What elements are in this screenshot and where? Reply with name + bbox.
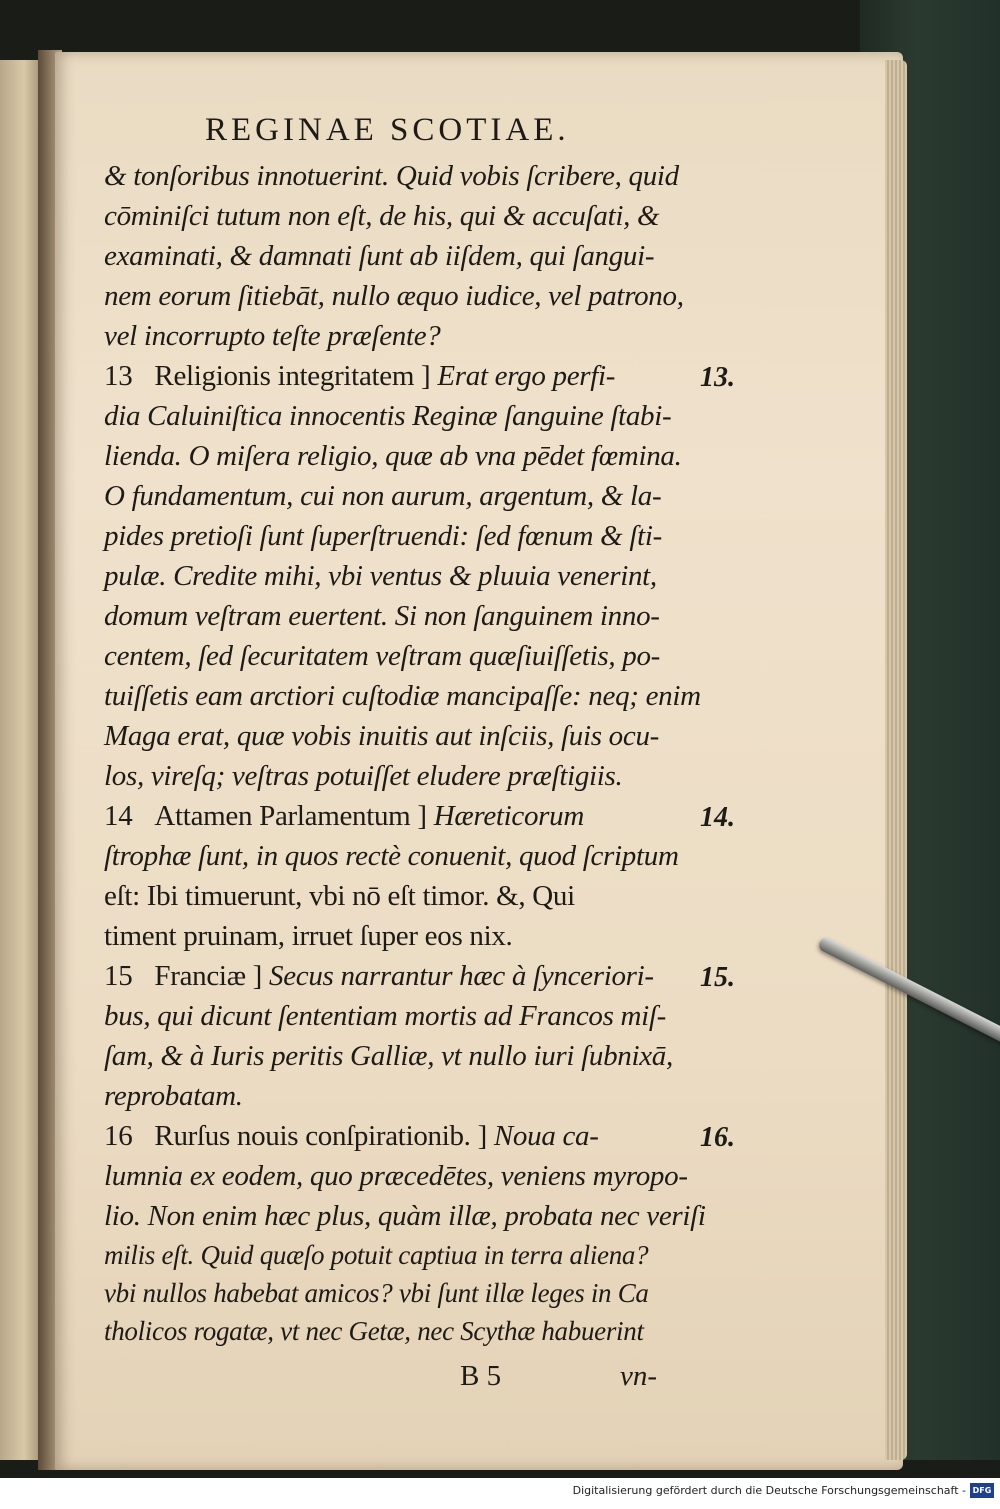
text-line: examinati, & damnati ſunt ab iiſdem, qui ſangui- <box>104 240 655 272</box>
catchword: vn- <box>620 1360 658 1392</box>
marginal-number: 13. <box>700 362 735 393</box>
text-line: dia Caluiniſtica innocentis Reginæ ſanguine ſtabi- <box>104 400 672 432</box>
text-line: & tonſoribus innotuerint. Quid vobis ſcribere, quid <box>104 160 679 192</box>
note-text: Hæreticorum <box>433 800 584 832</box>
text-line: vel incorrupto teſte præſente? <box>104 320 441 352</box>
text-line: nem eorum ſitiebāt, nullo æquo iudice, vel patrono, <box>104 280 684 312</box>
note-number: 14 <box>104 800 133 832</box>
note-text: Secus narrantur hæc à ſynceriori- <box>269 960 654 992</box>
note-14-first-line <box>104 800 584 833</box>
note-16-first-line <box>104 1120 599 1153</box>
text-line: lienda. O miſera religio, quæ ab vna pēdet fœmina. <box>104 440 682 472</box>
text-line: Maga erat, quæ vobis inuitis aut inſciis, ſuis ocu- <box>104 720 660 752</box>
running-head: REGINAE SCOTIAE. <box>205 112 570 148</box>
text-line: pides pretioſi ſunt ſuperſtruendi: ſed fœnum & ſti- <box>104 520 662 552</box>
note-13-first-line <box>104 360 615 393</box>
text-line: ſam, & à Iuris peritis Galliæ, vt nullo iuri ſubnixā, <box>104 1040 673 1072</box>
note-text: Noua ca- <box>493 1120 599 1152</box>
note-lemma: Rurſus nouis conſpirationib. ] <box>154 1120 487 1152</box>
text-line: ſtrophæ ſunt, in quos rectè conuenit, quod ſcriptum <box>104 840 679 872</box>
text-line: lio. Non enim hæc plus, quàm illæ, probata nec veriſi <box>104 1200 706 1232</box>
marginal-number: 15. <box>700 962 735 993</box>
text-line: tholicos rogatæ, vt nec Getæ, nec Scythæ habuerint <box>104 1316 644 1346</box>
text-line: domum veſtram euertent. Si non ſanguinem inno- <box>104 600 660 632</box>
text-line: pulæ. Credite mihi, vbi ventus & pluuia venerint, <box>104 560 657 592</box>
note-number: 13 <box>104 360 133 392</box>
dfg-logo-icon: DFG <box>970 1483 994 1498</box>
note-number: 16 <box>104 1120 133 1152</box>
text-line: tuiſſetis eam arctiori cuſtodiæ mancipaſſe: neq; enim <box>104 680 701 712</box>
note-15-first-line <box>104 960 654 993</box>
text-line: vbi nullos habebat amicos? vbi ſunt illæ leges in Ca <box>104 1278 649 1308</box>
text-line: cōminiſci tutum non eſt, de his, qui & accuſati, & <box>104 200 660 232</box>
text-line: timent pruinam, irruet ſuper eos nix. <box>104 920 513 952</box>
text-line: lumnia ex eodem, quo præcedētes, veniens myropo- <box>104 1160 688 1192</box>
text-line: bus, qui dicunt ſententiam mortis ad Francos miſ- <box>104 1000 667 1032</box>
text-line: milis eſt. Quid quæſo potuit captiua in terra aliena? <box>104 1240 649 1270</box>
text-line: eſt: Ibi timuerunt, vbi nō eſt timor. &, Qui <box>104 880 575 912</box>
note-text: Erat ergo perfi- <box>437 360 616 392</box>
text-line: O fundamentum, cui non aurum, argentum, & la- <box>104 480 662 512</box>
text-line: reprobatam. <box>104 1080 243 1112</box>
digitization-credit: Digitalisierung gefördert durch die Deutsche Forschungsgemeinschaft - <box>572 1484 966 1497</box>
note-lemma: Franciæ ] <box>154 960 263 992</box>
marginal-number: 16. <box>700 1122 735 1153</box>
text-line: los, vireſq; veſtras potuiſſet eludere præſtigiis. <box>104 760 623 792</box>
signature-mark: B 5 <box>460 1360 502 1392</box>
marginal-number: 14. <box>700 802 735 833</box>
page-stack-edge <box>885 60 907 1460</box>
note-lemma: Religionis integritatem ] <box>154 360 431 392</box>
text-line: centem, ſed ſecuritatem veſtram quæſiuiſſetis, po- <box>104 640 661 672</box>
note-lemma: Attamen Parlamentum ] <box>154 800 427 832</box>
previous-page-edge <box>0 60 42 1460</box>
note-number: 15 <box>104 960 133 992</box>
